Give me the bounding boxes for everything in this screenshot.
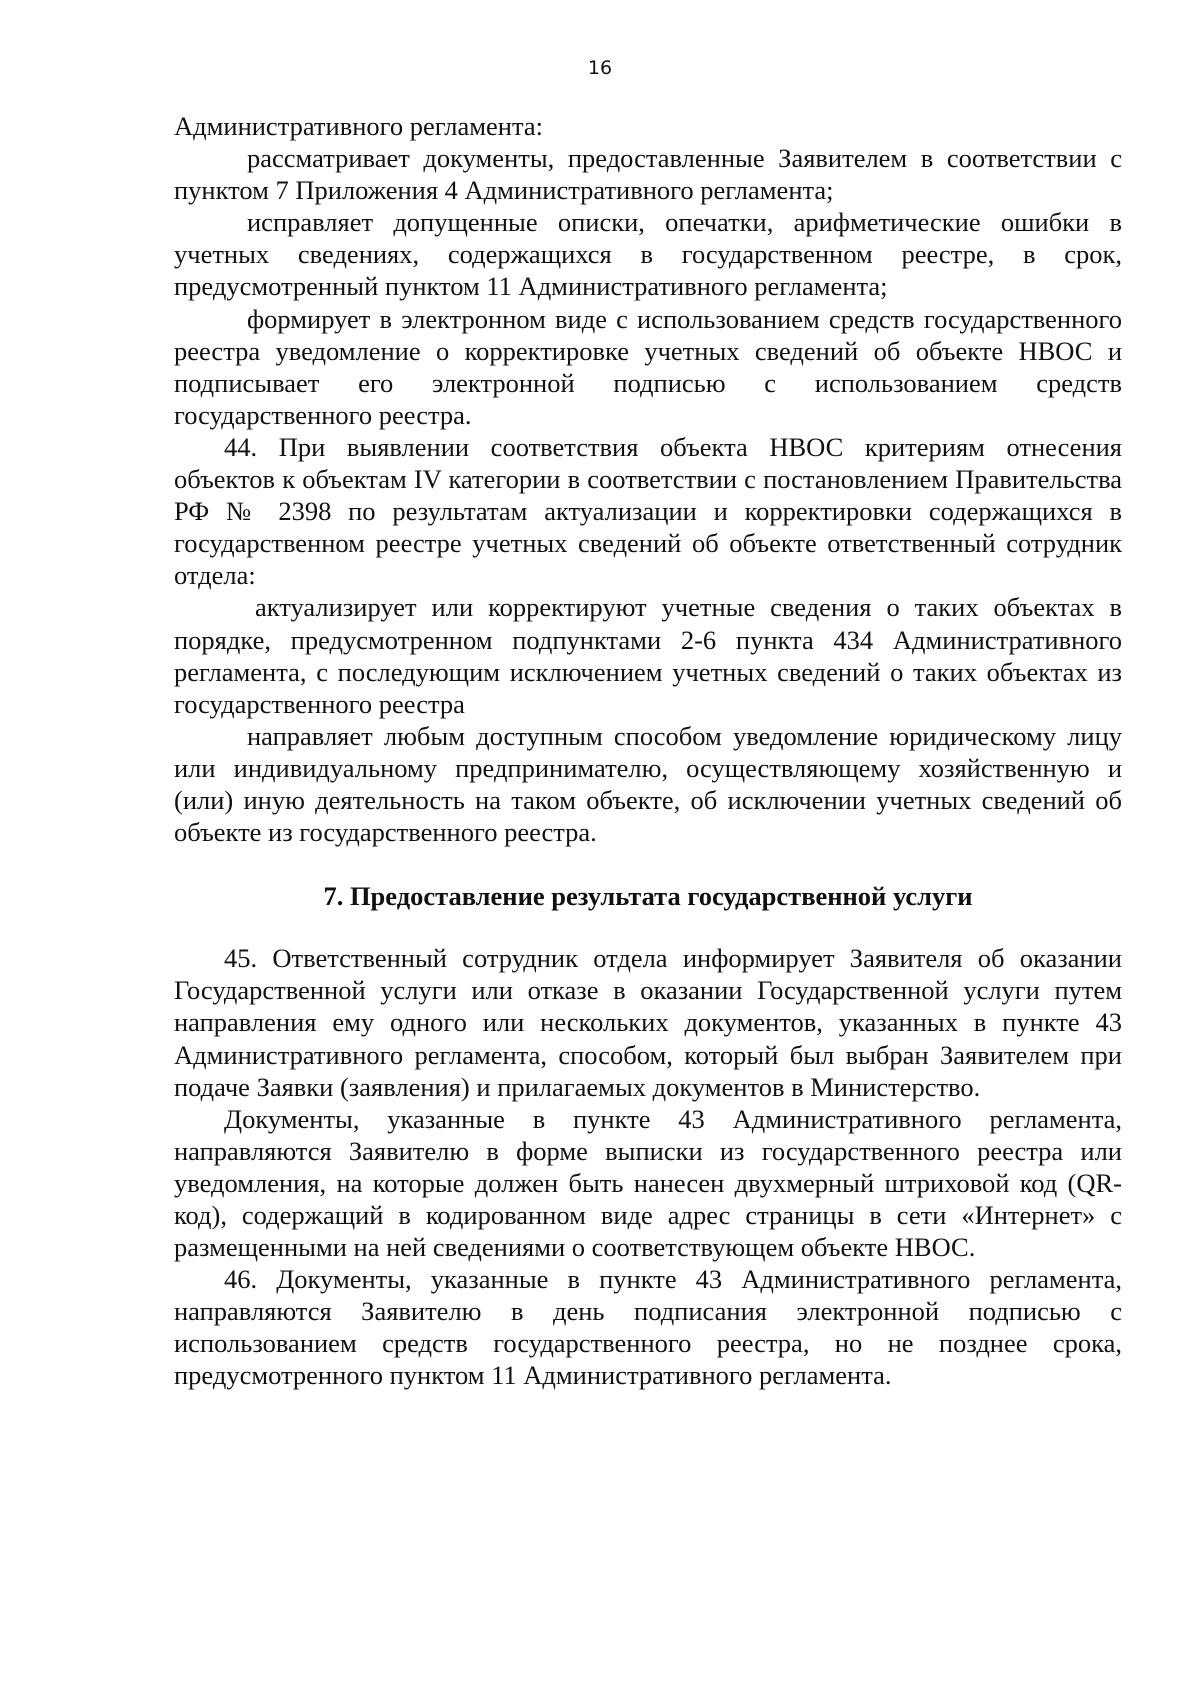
paragraph-forms-notification: формирует в электронном виде с использованием средств государственного реестра уведомление о корректировке учетных сведений об объекте НВОС и подписывает его электронной подписью с использованием средств государственного реестра. [174,303,1122,430]
document-body [174,110,1122,1392]
section-heading: 7. Предоставление результата государственной услуги [323,881,973,912]
paragraph-sends-notification: направляет любым доступным способом уведомление юридическому лицу или индивидуальному предпринимателю, осуществляющему хозяйственную и (или) иную деятельность на таком объекте, об исключении учетных сведений об объекте из государственного реестра. [174,720,1122,848]
paragraph-45: 45. Ответственный сотрудник отдела информирует Заявителя об оказании Государственной услуги или отказе в оказании Государственной услуги путем направления ему одного или нескольких документов, указанных в пункте 43 Административного регламента, способом, который был выбран Заявителем при подаче Заявки (заявления) и прилагаемых документов в Министерство. [174,943,1122,1102]
paragraph-actualizes-records: актуализирует или корректируют учетные сведения о таких объектах в порядке, предусмотренном подпунктами 2-6 пункта 434 Административного регламента, с последующим исключением учетных сведений о таких объектах из государственного реестра [174,592,1122,719]
paragraph-reviews-documents: рассматривает документы, предоставленные Заявителем в соответствии с пунктом 7 Приложения 4 Административного регламента; [174,143,1122,206]
page-number: 16 [587,57,613,79]
paragraph-44: 44. При выявлении соответствия объекта НВОС критериям отнесения объектов к объектам IV категории в соответствии с постановлением Правительства РФ № 2398 по результатам актуализации и корректировки содержащихся в государственном реестре учетных сведений об объекте ответственный сотрудник отдела: [174,431,1122,591]
paragraph-regulation-continuation: Административного регламента: [174,111,543,141]
paragraph-documents-sent-form: Документы, указанные в пункте 43 Административного регламента, направляются Заявителю в форме выписки из государственного реестра или уведомления, на которые должен быть нанесен двухмерный штриховой код (QR-код), содержащий в кодированном виде адрес страницы в сети «Интернет» с размещенными на ней сведениями о соответствующем объекте НВОС. [174,1103,1122,1263]
paragraph-corrects-errors: исправляет допущенные описки, опечатки, арифметические ошибки в учетных сведениях, содержащихся в государственном реестре, в срок, предусмотренный пунктом 11 Административного регламента; [174,207,1122,302]
paragraph-46: 46. Документы, указанные в пункте 43 Административного регламента, направляются Заявителю в день подписания электронной подписью с использованием средств государственного реестра, но не позднее срока, предусмотренного пунктом 11 Административного регламента. [174,1264,1122,1391]
